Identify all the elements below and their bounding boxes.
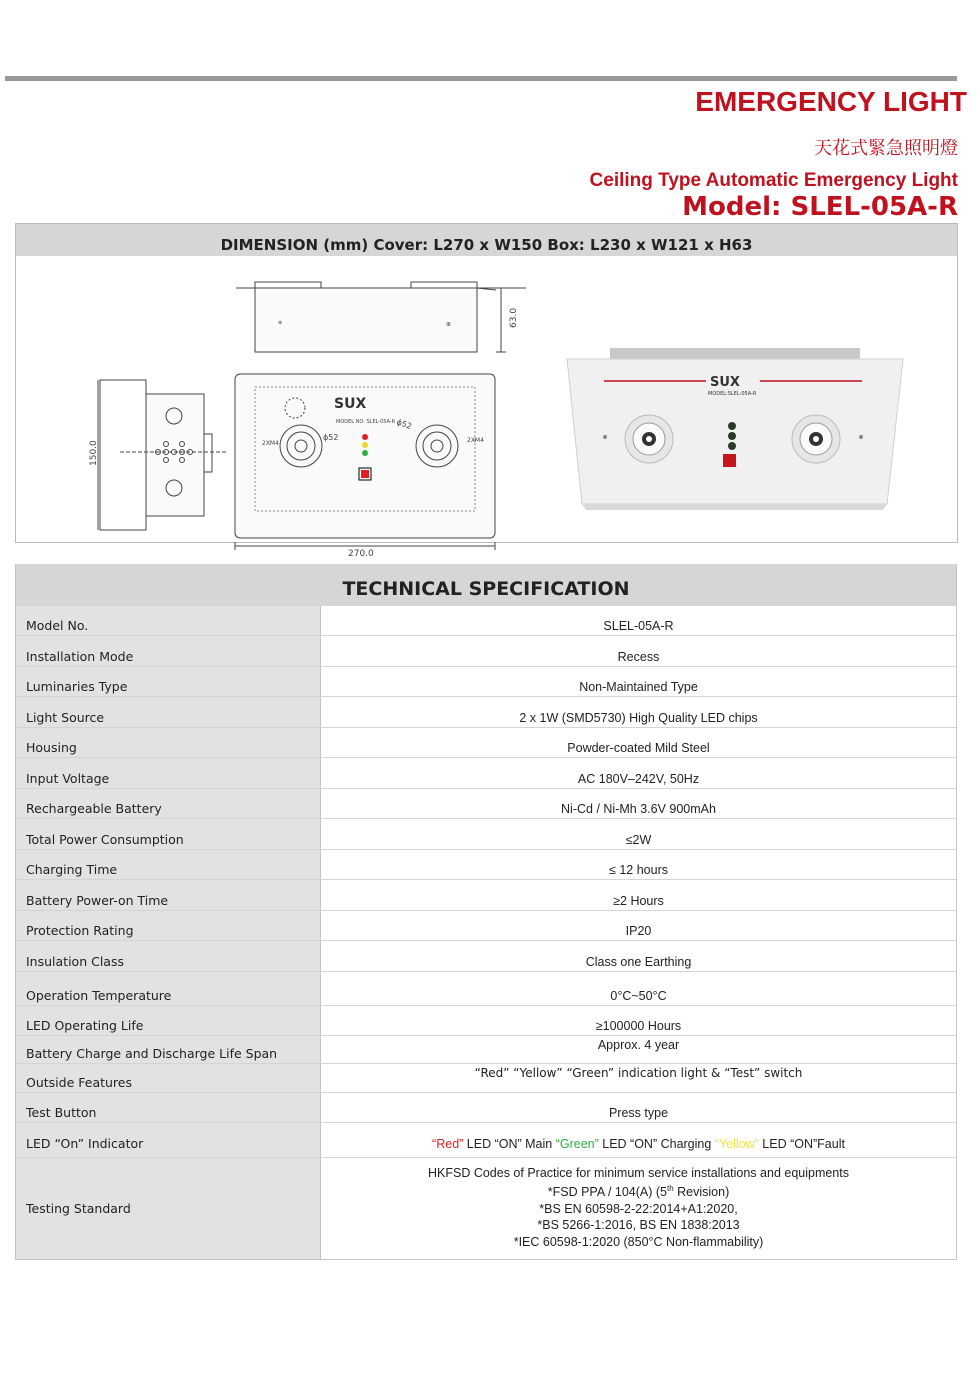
standard-text: Revision) — [673, 1185, 730, 1200]
spec-row-testing-standard — [16, 1158, 956, 1259]
dimension-heading: DIMENSION (mm) Cover: L270 x W150 Box: L230 x W121 x H63 — [16, 224, 957, 256]
spec-label: Outside Features — [16, 1064, 321, 1092]
led-indicator-value — [321, 1123, 956, 1157]
spec-label: Test Button — [16, 1093, 321, 1122]
spec-label: Total Power Consumption — [16, 819, 321, 849]
spec-table — [15, 564, 957, 1260]
length-label: 270.0 — [348, 549, 374, 559]
model-heading: Model: SLEL-05A-R — [682, 192, 958, 222]
spec-row-model — [16, 606, 956, 636]
spec-label: Rechargeable Battery — [16, 789, 321, 818]
spec-value: Non-Maintained Type — [579, 680, 698, 694]
spec-row-housing — [16, 728, 956, 758]
spec-value: ≤2W — [625, 833, 652, 847]
spec-label: Testing Standard — [16, 1158, 321, 1259]
standard-superscript: th — [667, 1184, 674, 1194]
brand-logo: SUX — [334, 396, 367, 412]
spec-label: Battery Power-on Time — [16, 880, 321, 910]
spec-value: 2 x 1W (SMD5730) High Quality LED chips — [519, 711, 758, 725]
standard-text: *FSD PPA / 104(A) (5 — [547, 1185, 667, 1200]
width-label: 150.0 — [89, 440, 99, 466]
end-view-drawing — [98, 380, 226, 530]
spec-row-power-on-time — [16, 880, 956, 911]
spec-value: 0°C~50°C — [610, 989, 667, 1003]
standard-line — [548, 1181, 730, 1201]
diameter-label-left: ϕ52 — [323, 433, 339, 442]
spec-row-battery-life — [16, 1036, 956, 1064]
spec-value: Press type — [608, 1106, 669, 1120]
spec-value: Class one Earthing — [585, 955, 692, 969]
drawing-test-button — [361, 470, 369, 478]
spec-value: ≤ 12 hours — [609, 863, 668, 877]
svg-text:⊕: ⊕ — [446, 322, 452, 328]
spec-row-temperature — [16, 972, 956, 1006]
spec-row-charging-time — [16, 850, 956, 880]
page-title: EMERGENCY LIGHT — [695, 86, 967, 117]
spec-row-installation — [16, 636, 956, 667]
spec-row-protection — [16, 911, 956, 941]
spec-value: Powder-coated Mild Steel — [567, 741, 710, 755]
drawing-yellow-led — [362, 442, 368, 448]
spec-value: Recess — [617, 650, 660, 664]
spec-value: ≥100000 Hours — [595, 1019, 682, 1033]
svg-text:SUX: SUX — [710, 375, 740, 390]
drawing-red-led — [362, 434, 368, 440]
spec-label: Luminaries Type — [16, 667, 321, 696]
spec-label: Protection Rating — [16, 911, 321, 940]
spec-heading: TECHNICAL SPECIFICATION — [16, 564, 956, 606]
screw-label-right: 2XM4 — [467, 437, 484, 444]
spec-row-battery — [16, 789, 956, 819]
spec-row-test-button — [16, 1093, 956, 1123]
yellow-led-text: “Yellow” — [714, 1137, 759, 1151]
standard-line: *IEC 60598-1:2020 (850°C Non-flammability) — [513, 1234, 764, 1249]
standard-line: *BS EN 60598-2-22:2014+A1:2020, — [539, 1201, 738, 1216]
photo-model-label: MODEL:SLEL-05A-R — [708, 391, 757, 397]
spec-value: Approx. 4 year — [597, 1038, 680, 1052]
spec-label: Insulation Class — [16, 941, 321, 971]
spec-row-outside-features — [16, 1064, 956, 1093]
spec-value: Ni-Cd / Ni-Mh 3.6V 900mAh — [561, 802, 716, 816]
spec-value: ≥2 Hours — [613, 894, 664, 908]
spec-row-insulation — [16, 941, 956, 972]
screw-label-left: 2XM4 — [262, 440, 279, 447]
diameter-label-right: ϕ52 — [395, 417, 413, 432]
drawing-model-label: MODEL NO: SLEL-05A-R — [336, 419, 396, 425]
standard-line: HKFSD Codes of Practice for minimum service installations and equipments — [427, 1165, 849, 1180]
spec-label: Battery Charge and Discharge Life Span — [16, 1036, 321, 1063]
spec-value: SLEL-05A-R — [603, 619, 674, 633]
green-led-desc: LED “ON” Charging — [598, 1137, 715, 1151]
top-rule — [5, 76, 957, 81]
drawing-green-led — [362, 450, 368, 456]
green-led-text: “Green” — [555, 1137, 599, 1151]
testing-standard-value — [321, 1158, 956, 1259]
red-led-text: “Red” — [432, 1137, 464, 1151]
dimension-drawing — [16, 256, 957, 559]
spec-label: Charging Time — [16, 850, 321, 879]
spec-row-led-life — [16, 1006, 956, 1036]
spec-value: IP20 — [625, 924, 652, 938]
spec-label: Installation Mode — [16, 636, 321, 666]
spec-label: Model No. — [16, 606, 321, 635]
spec-value: AC 180V–242V, 50Hz — [577, 772, 700, 786]
spec-label: LED Operating Life — [16, 1006, 321, 1035]
svg-text:⊕: ⊕ — [278, 320, 283, 326]
spec-label: Housing — [16, 728, 321, 757]
yellow-led-desc: LED “ON”Fault — [758, 1137, 845, 1151]
product-photo — [567, 348, 903, 510]
spec-value: “Red” “Yellow” “Green” indication light & “Test” switch — [474, 1066, 803, 1080]
chinese-subtitle: 天花式緊急照明燈 — [814, 138, 958, 159]
spec-row-light-source — [16, 697, 956, 728]
standard-line: *BS 5266-1:2016, BS EN 1838:2013 — [537, 1218, 740, 1233]
side-view-drawing — [236, 282, 526, 352]
spec-row-input-voltage — [16, 758, 956, 789]
spec-label: Operation Temperature — [16, 972, 321, 1005]
spec-label: LED “On” Indicator — [16, 1123, 321, 1157]
spec-row-led-indicator — [16, 1123, 956, 1158]
red-led-desc: LED “ON” Main — [463, 1137, 556, 1151]
english-subtitle: Ceiling Type Automatic Emergency Light — [589, 170, 958, 191]
spec-row-power — [16, 819, 956, 850]
spec-label: Light Source — [16, 697, 321, 727]
spec-label: Input Voltage — [16, 758, 321, 788]
spec-row-luminaries — [16, 667, 956, 697]
height-label: 63.0 — [509, 307, 519, 328]
dimension-panel — [15, 223, 958, 559]
